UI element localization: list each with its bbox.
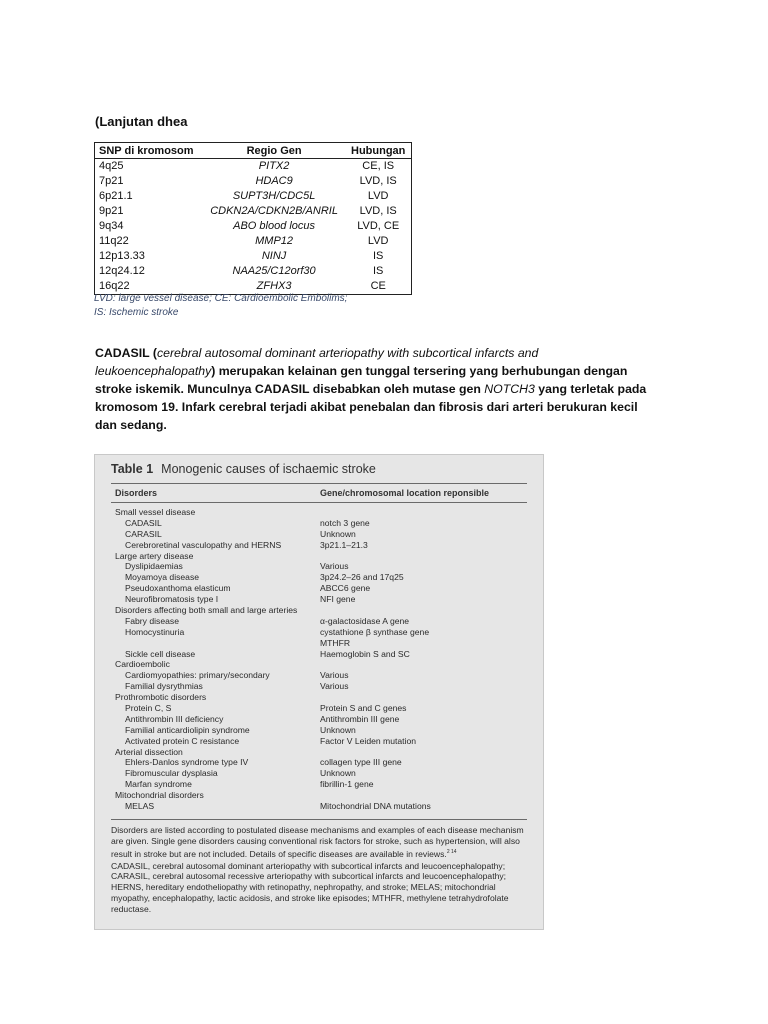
list-item: [111, 714, 527, 725]
gene-location: notch 3 gene: [320, 517, 370, 528]
gene-location: 3p21.1–21.3: [320, 539, 368, 550]
gene-location: Unknown: [320, 528, 356, 539]
figure-col-disorders: Disorders: [115, 488, 158, 498]
disorder-name: Pseudoxanthoma elasticum: [125, 583, 231, 594]
regio-gen-cell: NINJ: [261, 250, 287, 262]
hubungan-cell: IS: [373, 250, 384, 262]
figure-title-label: Table 1: [111, 462, 154, 476]
gene-location: Factor V Leiden mutation: [320, 735, 417, 746]
disorder-name: Familial anticardiolipin syndrome: [125, 724, 250, 735]
regio-gen-cell: ABO blood locus: [233, 220, 316, 232]
hubungan-cell: CE: [370, 280, 386, 292]
list-item: [111, 594, 527, 605]
table-row: [95, 174, 412, 189]
figure-top-rule: [111, 483, 527, 484]
disorder-name: Sickle cell disease: [125, 648, 196, 659]
figure-footnote: [111, 825, 529, 916]
regio-gen-cell: NAA25/C12orf30: [232, 265, 316, 277]
gene-location: Unknown: [320, 724, 356, 735]
page-heading: (Lanjutan dhea: [95, 114, 188, 129]
snp-cell: 6p21.1: [99, 190, 133, 202]
list-item: [111, 768, 527, 779]
table-row: [95, 159, 412, 175]
disorder-name: Protein C, S: [125, 703, 172, 714]
disorder-name: Cerebroretinal vasculopathy and HERNS: [125, 539, 282, 550]
table-row: [95, 219, 412, 234]
disorder-name: Cardiomyopathies: primary/secondary: [125, 670, 270, 681]
hubungan-cell: LVD, IS: [359, 175, 397, 187]
list-item: [111, 747, 527, 758]
gene-location: Various: [320, 681, 349, 692]
disorder-name: Moyamoya disease: [125, 572, 200, 583]
table-row: [95, 264, 412, 279]
gene-location: Various: [320, 670, 349, 681]
table-row: [95, 249, 412, 264]
disorder-name: Fibromuscular dysplasia: [125, 768, 218, 779]
para-part-3: ) merupakan kelainan gen tunggal tersering yang berhubungan dengan stroke iskemik. Munculnya CADASIL disebabkan oleh mutase gen: [95, 364, 628, 396]
snp-note-line-2: IS: Ischemic stroke: [94, 307, 179, 318]
disorder-category: Arterial dissection: [115, 746, 183, 757]
snp-table-header: [95, 143, 412, 159]
list-item: [111, 670, 527, 681]
figure-title-text: Monogenic causes of ischaemic stroke: [161, 462, 376, 476]
hubungan-cell: LVD: [367, 235, 389, 247]
snp-cell: 4q25: [99, 160, 124, 172]
snp-cell: 9q34: [99, 220, 124, 232]
table-row: [95, 234, 412, 249]
gene-location: Mitochondrial DNA mutations: [320, 801, 431, 812]
regio-gen-cell: HDAC9: [255, 175, 293, 187]
snp-table: [94, 142, 412, 295]
list-item: [111, 703, 527, 714]
disorder-name: Homocystinuria: [125, 626, 185, 637]
list-item: [111, 801, 527, 812]
gene-location: cystathione β synthase gene: [320, 626, 430, 637]
list-item: [111, 551, 527, 562]
col-header-hubungan: Hubungan: [345, 143, 411, 159]
disorder-name: Fabry disease: [125, 615, 179, 626]
hubungan-cell: LVD: [367, 190, 389, 202]
figure-title: [111, 462, 376, 476]
regio-gen-cell: CDKN2A/CDKN2B/ANRIL: [210, 205, 338, 217]
table-row: [95, 189, 412, 204]
list-item: [111, 692, 527, 703]
list-item: [111, 507, 527, 518]
figure-bottom-rule: [111, 819, 527, 820]
snp-cell: 12q24.12: [99, 265, 145, 277]
hubungan-cell: LVD, IS: [359, 205, 397, 217]
snp-cell: 9p21: [99, 205, 124, 217]
col-header-snp: SNP di kromosom: [95, 143, 203, 159]
snp-cell: 11q22: [99, 235, 129, 247]
gene-location: Antithrombin III gene: [320, 713, 400, 724]
snp-table-note: [94, 292, 394, 320]
snp-cell: 16q22: [99, 280, 130, 292]
disorder-name: Familial dysrythmias: [125, 681, 203, 692]
regio-gen-cell: ZFHX3: [256, 280, 292, 292]
gene-location: α-galactosidase A gene: [320, 615, 410, 626]
hubungan-cell: LVD, CE: [357, 220, 400, 232]
list-item: [111, 583, 527, 594]
snp-cell: 7p21: [99, 175, 124, 187]
list-item: [111, 659, 527, 670]
disorder-category: Small vessel disease: [115, 507, 196, 517]
para-part-2: cerebral autosomal dominant arteriopathy with subcortical infarcts and leukoencephalopathy: [95, 346, 539, 378]
disorder-name: Activated protein C resistance: [125, 735, 240, 746]
snp-cell: 12p13.33: [99, 250, 145, 262]
gene-location: MTHFR: [320, 637, 351, 648]
disorder-category: Cardioembolic: [115, 659, 170, 670]
hubungan-cell: IS: [373, 265, 384, 277]
col-header-regio: Regio Gen: [203, 143, 346, 159]
disorder-category: Prothrombotic disorders: [115, 692, 207, 703]
disorder-name: CARASIL: [125, 528, 162, 539]
regio-gen-cell: PITX2: [258, 160, 290, 172]
gene-location: ABCC6 gene: [320, 583, 371, 594]
list-item: [111, 757, 527, 768]
para-part-4: NOTCH3: [484, 382, 535, 396]
gene-location: Various: [320, 561, 349, 572]
list-item: [111, 572, 527, 583]
para-part-1: CADASIL (: [95, 346, 157, 360]
figure-col-gene: Gene/chromosomal location reponsible: [320, 488, 490, 498]
footnote-1-sup: 2 14: [446, 848, 457, 855]
disorder-name: Dyslipidaemias: [125, 561, 183, 572]
gene-location: 3p24.2–26 and 17q25: [320, 572, 404, 583]
list-item: [111, 681, 527, 692]
regio-gen-cell: MMP12: [255, 235, 294, 247]
disorder-category: Large artery disease: [115, 550, 194, 561]
disorder-name: Marfan syndrome: [125, 779, 192, 790]
disorder-category: Mitochondrial disorders: [115, 790, 204, 801]
list-item: [111, 725, 527, 736]
gene-location: Unknown: [320, 768, 356, 779]
list-item: [111, 638, 527, 649]
list-item: [111, 605, 527, 616]
disorder-name: CADASIL: [125, 517, 162, 528]
regio-gen-cell: SUPT3H/CDC5L: [232, 190, 316, 202]
gene-location: Protein S and C genes: [320, 703, 407, 714]
list-item: [111, 518, 527, 529]
figure-footnote-1: [111, 825, 529, 860]
disorder-name: MELAS: [125, 801, 155, 812]
list-item: [111, 540, 527, 551]
snp-table-body: [95, 159, 412, 295]
list-item: [111, 736, 527, 747]
hubungan-cell: CE, IS: [362, 160, 395, 172]
list-item: [111, 649, 527, 660]
cadasil-paragraph: [95, 344, 655, 434]
snp-note-line-1: LVD: large vessel disease; CE: Cardioembolic Embolims;: [94, 293, 348, 304]
gene-location: collagen type III gene: [320, 757, 402, 768]
disorder-name: Neurofibromatosis type I: [125, 594, 219, 605]
figure-footnote-2: CADASIL, cerebral autosomal dominant arteriopathy with subcortical infarcts and leucoencephalopathy; CARASIL, cerebral autosomal recessive arteriopathy with subcortical infarcts and leucoencephalopathy; HERNS, hereditary endotheliopathy with retinopathy, nephropathy, and stroke; MELAS; mitochondrial myopathy, encephalopathy, lactic acidosis, and stroke like episodes; MTHFR, methylene tetrahydrofolate reductase.: [111, 860, 509, 915]
figure-header-rule: [111, 502, 527, 503]
list-item: [111, 790, 527, 801]
list-item: [111, 616, 527, 627]
list-item: [111, 779, 527, 790]
gene-location: Haemoglobin S and SC: [320, 648, 410, 659]
table-row: [95, 204, 412, 219]
para-part-5: yang terletak pada kromosom 19. Infark cerebral terjadi akibat penebalan dan fibrosis dari arteri berukuran kecil dan sedang.: [95, 382, 647, 432]
list-item: [111, 561, 527, 572]
gene-location: fibrillin-1 gene: [320, 779, 374, 790]
figure-rows: [111, 507, 527, 812]
disorder-name: Antithrombin III deficiency: [125, 713, 224, 724]
disorder-category: Disorders affecting both small and large arteries: [115, 605, 298, 616]
disorder-name: Ehlers-Danlos syndrome type IV: [125, 757, 249, 768]
list-item: [111, 627, 527, 638]
list-item: [111, 529, 527, 540]
footnote-1-text: Disorders are listed according to postulated disease mechanisms and examples of each disease mechanism are given. Single gene disorders causing conventional risk factors for stroke, such as hypertension, will also result in stroke but are not included. Details of specific diseases are available in reviews.: [111, 825, 524, 859]
gene-location: NFI gene: [320, 594, 356, 605]
monogenic-table-figure: [94, 454, 544, 930]
